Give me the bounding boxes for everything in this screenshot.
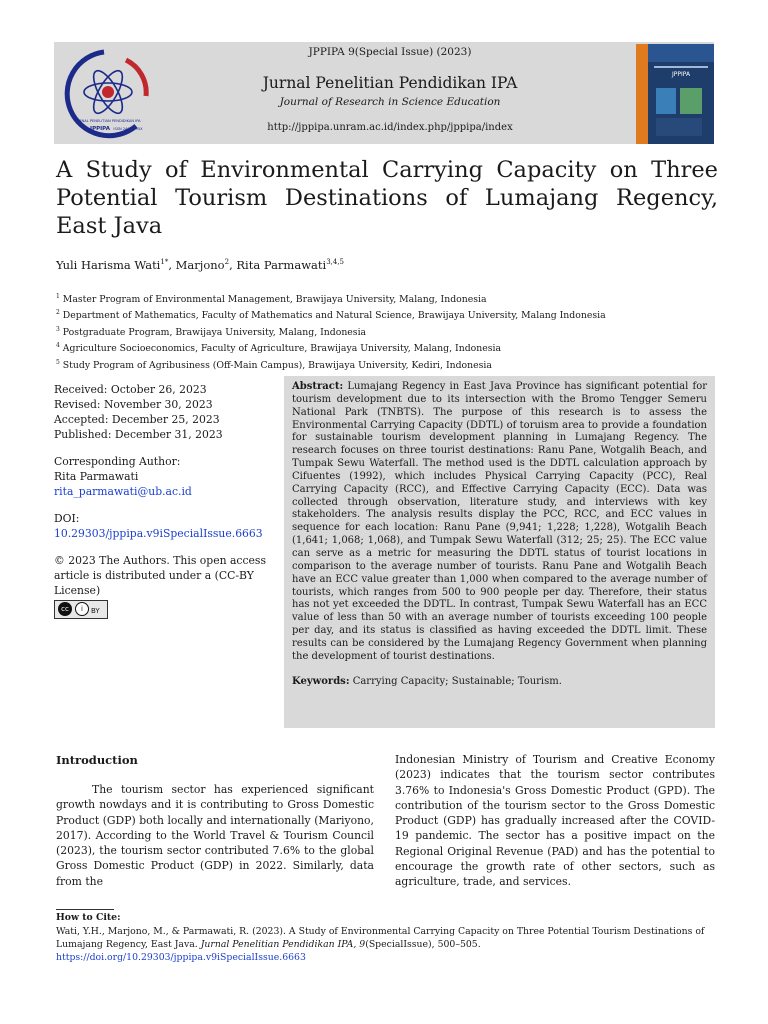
published-date: Published: December 31, 2023	[54, 428, 223, 441]
affiliation-item: $^4$ Agriculture Socioeconomics, Faculty of Agriculture, Brawijaya University, Malang, Indonesia	[56, 342, 502, 355]
journal-issue: JPPIPA 9(Special Issue) (2023)	[308, 46, 472, 58]
keywords-label: Keywords:	[292, 675, 350, 687]
affiliation-item: $^5$ Study Program of Agribusiness (Off-Main Campus), Brawijaya University, Kediri, Indonesia	[56, 358, 492, 371]
citation-journal: Jurnal Penelitian Pendidikan IPA, 9	[200, 939, 366, 950]
abstract-box	[284, 376, 715, 728]
doi-link[interactable]: 10.29303/jppipa.v9iSpecialIssue.6663	[54, 527, 263, 540]
how-to-cite-heading: How to Cite:	[56, 912, 121, 923]
received-date: Received: October 26, 2023	[54, 383, 207, 396]
logo-small-text: JURNAL PENELITIAN PENDIDIKAN IPA	[75, 119, 141, 123]
abstract-label: Abstract:	[292, 381, 344, 392]
doi-line: DOI: 10.29303/jppipa.v9iSpecialIssue.6663	[54, 512, 263, 540]
affiliation-item: $^3$ Postgraduate Program, Brawijaya University, Malang, Indonesia	[56, 325, 367, 338]
journal-cover-image	[636, 44, 714, 144]
author-affil-sup: 3,4,5	[326, 258, 345, 267]
abstract-paragraph	[292, 381, 707, 664]
citation-text: Wati, Y.H., Marjono, M., & Parmawati, R. (2023). A Study of Environmental Carrying Capacity on Three Potential Tourism Destinations of Lumajang Regency, East Java. Jurnal Penelitian Pendidikan IPA, 9(SpecialIssue), 500–505. https://doi.org/10.29303/jppipa.v9iSpecialIssue.6663	[56, 926, 705, 963]
affiliation-list	[56, 290, 606, 372]
section-heading-introduction: Introduction	[56, 753, 138, 767]
logo-text: JPPIPA	[90, 126, 110, 132]
keywords-text: Carrying Capacity; Sustainable; Tourism.	[349, 675, 562, 687]
journal-subtitle: Journal of Research in Science Education	[279, 96, 501, 108]
corresponding-name: Rita Parmawati	[54, 470, 139, 483]
body-paragraph: Indonesian Ministry of Tourism and Creative Economy (2023) indicates that the tourism sector contributes 3.76% to Indonesia's Gross Domestic Product (GPD). The contribution of the tourism sector to the Gross Domestic Product (GDP) has gradually increased after the COVID-19 pandemic. The sector has a positive impact on the Regional Original Revenue (PAD) and has the potential to encourage the growth rate of other sectors, such as agriculture, trade, and services.	[395, 753, 715, 889]
revised-date: Revised: November 30, 2023	[54, 398, 213, 411]
cc-by-badge-icon[interactable]	[54, 600, 108, 619]
article-title: A Study of Environmental Carrying Capacity on Three Potential Tourism Destinations of Lumajang Regency, East Java	[56, 157, 718, 239]
keywords	[292, 676, 707, 689]
author-list	[56, 258, 344, 272]
author-name: Yuli Harisma Wati	[56, 258, 161, 272]
logo-issn: ISSN 2407-795X	[113, 127, 143, 131]
body-column-right	[395, 752, 715, 890]
footnote-divider	[56, 909, 114, 910]
affiliation-item: $^1$ Master Program of Environmental Management, Brawijaya University, Malang, Indonesia	[56, 293, 487, 306]
abstract-text: Lumajang Regency in East Java Province has significant potential for tourism development due to its intersection with the Bromo Tengger Semeru National Park (TNBTS). The purpose of this research is to assess the Environmental Carrying Capacity (DDTL) of toruism area to provide a foundation for sustainable tourism development planning in Lumajang Regency. The research focuses on three tourist destinations: Ranu Pane, Wotgalih Beach, and Tumpak Sewu Waterfall. The method used is the DDTL calculation approach by Cifuentes (1992), which includes Physical Carrying Capacity (PCC), Real Carrying Capacity (RCC), and Effective Carrying Capacity (ECC). Data was collected through observation, literature study, and interviews with key stakeholders. The analysis results display the PCC, RCC, and ECC values in sequence for each location: Ranu Pane (9,941; 1,228; 1,228), Wotgalih Beach (1,641; 1,068; 1,068), and Tumpak Sewu Waterfall (312; 25; 25). The ECC value can serve as a metric for measuring the DDTL status of tourist locations in comparison to the average number of tourists. Ranu Pane and Wotgalih Beach have an ECC value greater than 1,000 when compared to the average number of tourists, which ranges from 500 to 900 people per day. Therefore, their status has not yet exceeded the DDTL. In contrast, Tumpak Sewu Waterfall has an ECC value of less than 50 with an average number of tourists exceeding 100 people per day, and its status is classified as having exceeded the DDTL limit. These results can be considered by the Lumajang Regency Government when planning the development of tourist destinations.	[292, 381, 707, 662]
corresponding-label: Corresponding Author:	[54, 455, 181, 468]
corresponding-email-link[interactable]: rita_parmawati@ub.ac.id	[54, 485, 192, 498]
by-label: BY	[91, 607, 100, 615]
author-affil-sup: 1*	[160, 258, 169, 267]
article-meta	[54, 382, 274, 623]
license-text: © 2023 The Authors. This open access article is distributed under a (CC-BY License)	[54, 554, 266, 597]
citation-doi-link[interactable]: https://doi.org/10.29303/jppipa.v9iSpecialIssue.6663	[56, 952, 306, 963]
journal-logo	[56, 46, 152, 142]
accepted-date: Accepted: December 25, 2023	[54, 413, 220, 426]
author-name: , Marjono	[168, 258, 225, 272]
journal-url[interactable]: http://jppipa.unram.ac.id/index.php/jppipa/index	[267, 122, 513, 133]
by-person-icon: i	[75, 602, 89, 616]
author-affil-sup: 2	[224, 258, 230, 267]
journal-title: Jurnal Penelitian Pendidikan IPA	[262, 74, 518, 92]
body-paragraph: The tourism sector has experienced significant growth nowdays and it is contributing to Gross Domestic Product (GDP) both locally and internationally (Mariyono, 2017). According to the World Travel & Tourism Council (2023), the tourism sector contributed 7.6% to the global Gross Domestic Product (GDP) in 2022. Similarly, data from the	[56, 783, 374, 888]
affiliation-item: $^2$ Department of Mathematics, Faculty of Mathematics and Natural Science, Brawijaya University, Malang Indonesia	[56, 309, 606, 322]
cover-title: JPPIPA	[671, 71, 691, 78]
author-name: , Rita Parmawati	[229, 258, 327, 272]
body-column-left	[56, 782, 374, 889]
cc-icon: cc	[58, 602, 72, 616]
